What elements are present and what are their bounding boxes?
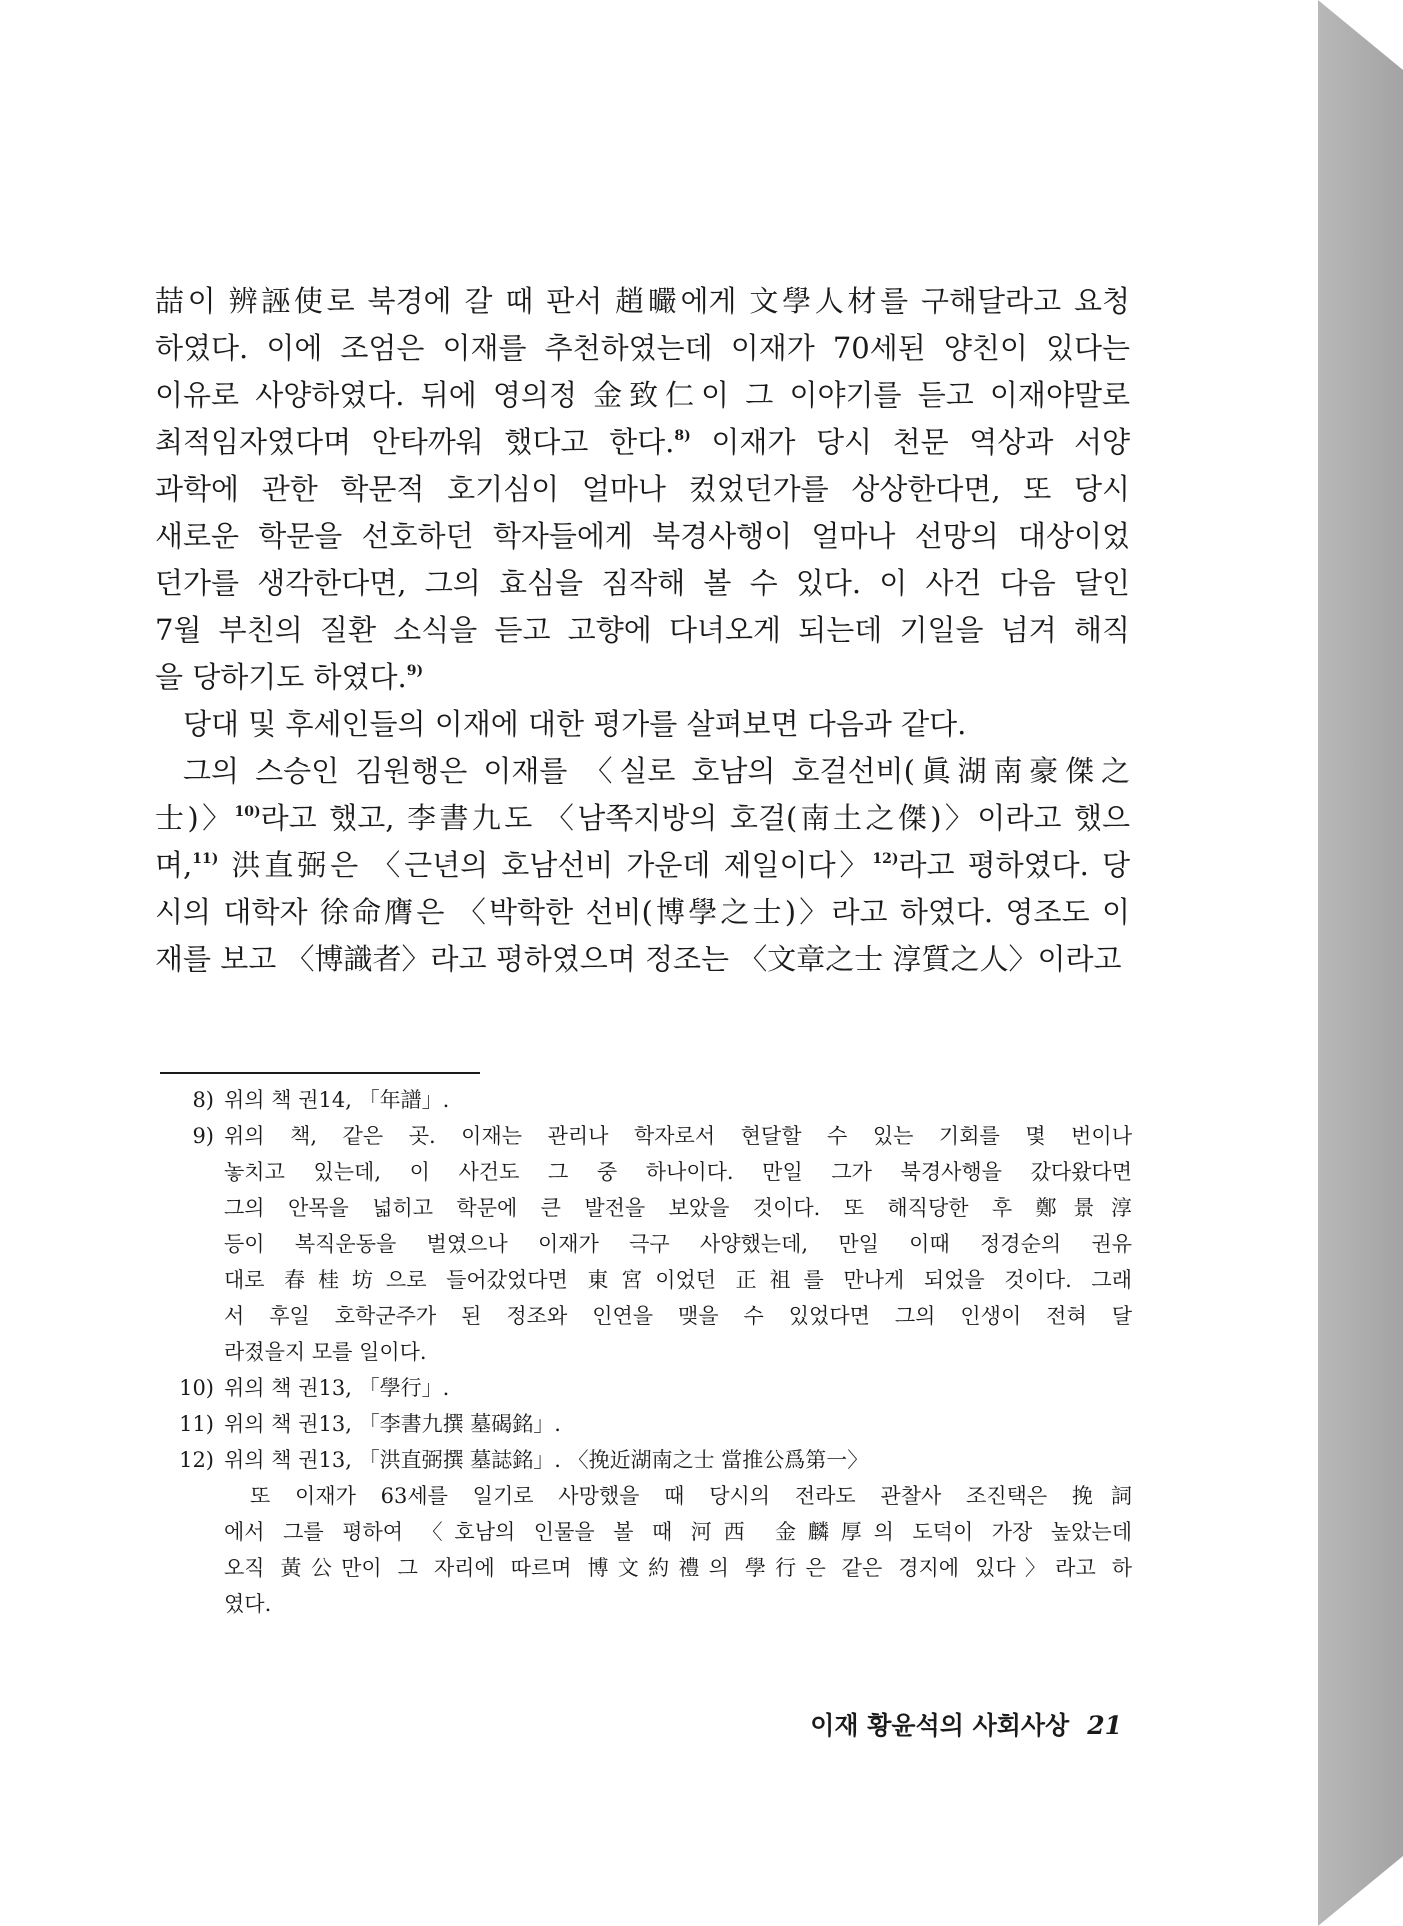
body-text-segment: 라고 했고, 李書九도 〈남쪽지방의 호걸(南土之傑)〉이라고 했으 — [260, 801, 1130, 835]
footnote-number: 10) — [179, 1376, 214, 1400]
body-line: 재를 보고 〈博識者〉라고 평하였으며 정조는 〈文章之士 淳質之人〉이라고 — [155, 942, 1122, 976]
footnote-separator — [160, 1072, 480, 1074]
body-line: 喆이 辨誣使로 북경에 갈 때 판서 趙曮에게 文學人材를 구해달라고 요청 — [155, 284, 1130, 318]
footnote-line: 위의 책 권13, 「李書九撰 墓碣銘」. — [224, 1412, 561, 1436]
footnote-ref-12: 12) — [872, 851, 899, 867]
body-line: 이유로 사양하였다. 뒤에 영의정 金致仁이 그 이야기를 듣고 이재야말로 — [155, 378, 1130, 412]
footnote-line: 에서 그를 평하여 〈호남의 인물을 볼 때 河西 金麟厚의 도덕이 가장 높았는데 — [224, 1520, 1132, 1544]
body-text-segment: 士)〉 — [155, 801, 235, 835]
body-text-segment: 라고 평하였다. 당 — [898, 848, 1130, 882]
footnote-ref-9: 9) — [406, 663, 424, 679]
footnote-line: 또 이재가 63세를 일기로 사망했을 때 당시의 전라도 관찰사 조진택은 挽詞 — [250, 1484, 1132, 1508]
footnote-line: 오직 黃公만이 그 자리에 따르며 博文約禮의 學行은 같은 경지에 있다〉라고 하 — [224, 1556, 1132, 1580]
body-text — [155, 278, 1130, 983]
body-text-segment: 최적임자였다며 안타까워 했다고 한다. — [155, 425, 675, 459]
body-text-segment: 이재가 당시 천문 역상과 서양 — [690, 425, 1130, 459]
footnote-line: 그의 안목을 넓히고 학문에 큰 발전을 보았을 것이다. 또 해직당한 후 鄭景淳 — [224, 1196, 1132, 1220]
body-line — [155, 654, 1130, 701]
footnote — [172, 1118, 1132, 1370]
page-edge — [1318, 0, 1403, 1926]
page-footer — [762, 1706, 1122, 1742]
body-line: 시의 대학자 徐命膺은 〈박학한 선비(博學之士)〉라고 하였다. 영조도 이 — [155, 895, 1130, 929]
footnote-number: 12) — [179, 1448, 214, 1472]
body-text-segment: 洪直弼은 〈근년의 호남선비 가운데 제일이다〉 — [218, 848, 873, 882]
footnote-line: 위의 책 권14, 「年譜」. — [224, 1088, 450, 1112]
body-line — [155, 842, 1130, 889]
page-number: 21 — [1087, 1711, 1122, 1740]
body-line: 던가를 생각한다면, 그의 효심을 짐작해 볼 수 있다. 이 사건 다음 달인 — [155, 566, 1130, 600]
footnote-number: 8) — [192, 1088, 214, 1112]
body-line: 새로운 학문을 선호하던 학자들에게 북경사행이 얼마나 선망의 대상이었 — [155, 519, 1130, 553]
footnote-continuation — [172, 1478, 1132, 1622]
footnote-number: 11) — [179, 1412, 214, 1436]
footnote — [172, 1370, 1132, 1406]
running-title: 이재 황윤석의 사회사상 — [810, 1711, 1070, 1740]
footnote-line: 라졌을지 모를 일이다. — [224, 1340, 427, 1364]
footnote-line: 위의 책, 같은 곳. 이재는 관리나 학자로서 현달할 수 있는 기회를 몇 번이나 — [224, 1124, 1132, 1148]
body-text-segment: 을 당하기도 하였다. — [155, 660, 407, 694]
body-line: 과학에 관한 학문적 호기심이 얼마나 컸었던가를 상상한다면, 또 당시 — [155, 472, 1130, 506]
footnote-line: 였다. — [224, 1592, 272, 1616]
footnote-line: 등이 복직운동을 벌였으나 이재가 극구 사양했는데, 만일 이때 정경순의 권유 — [224, 1232, 1132, 1256]
footnote-line: 놓치고 있는데, 이 사건도 그 중 하나이다. 만일 그가 북경사행을 갔다왔다면 — [224, 1160, 1132, 1184]
body-line: 하였다. 이에 조엄은 이재를 추천하였는데 이재가 70세된 양친이 있다는 — [155, 331, 1130, 365]
body-line — [155, 419, 1130, 466]
footnote — [172, 1082, 1132, 1118]
footnote — [172, 1406, 1132, 1442]
body-line: 7월 부친의 질환 소식을 듣고 고향에 다녀오게 되는데 기일을 넘겨 해직 — [155, 613, 1130, 647]
footnote — [172, 1442, 1132, 1478]
body-line: 당대 및 후세인들의 이재에 대한 평가를 살펴보면 다음과 같다. — [183, 707, 967, 741]
footnote-line: 서 후일 호학군주가 된 정조와 인연을 맺을 수 있었다면 그의 인생이 전혀 달 — [224, 1304, 1132, 1328]
body-text-segment: 며, — [155, 848, 193, 882]
footnote-ref-8: 8) — [674, 428, 691, 444]
footnotes — [172, 1082, 1132, 1622]
footnote-line: 대로 春桂坊으로 들어갔었다면 東宮이었던 正祖를 만나게 되었을 것이다. 그래 — [224, 1268, 1132, 1292]
body-line — [155, 795, 1130, 842]
footnote-line: 위의 책 권13, 「洪直弼撰 墓誌銘」. 〈挽近湖南之士 當推公爲第一〉 — [224, 1448, 869, 1472]
footnote-number: 9) — [192, 1124, 214, 1148]
footnote-ref-10: 10) — [234, 804, 261, 820]
footnote-ref-11: 11) — [192, 851, 219, 867]
body-line: 그의 스승인 김원행은 이재를 〈실로 호남의 호걸선비(眞湖南豪傑之 — [183, 754, 1130, 788]
footnote-line: 위의 책 권13, 「學行」. — [224, 1376, 450, 1400]
